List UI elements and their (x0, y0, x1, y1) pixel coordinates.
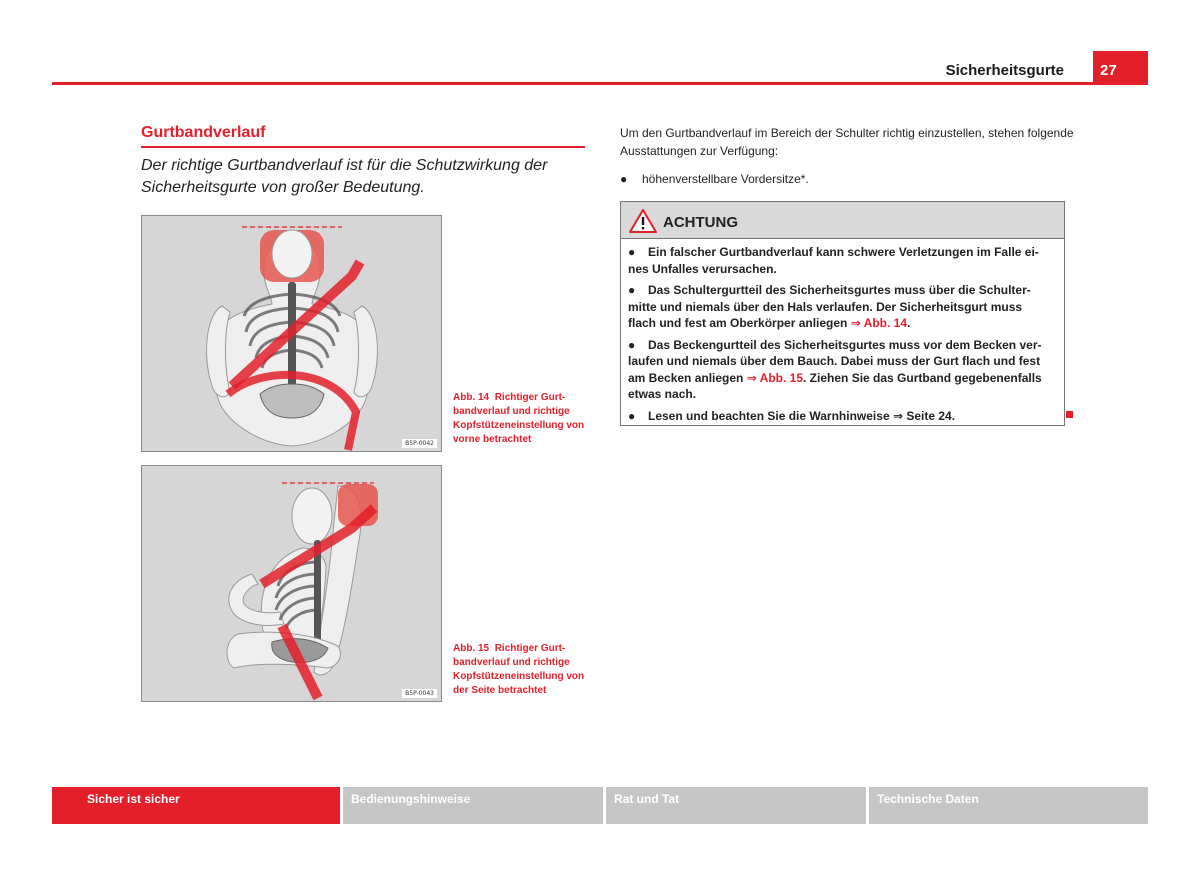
figure-14-caption (453, 391, 588, 447)
warning-item (628, 408, 1053, 425)
bullet-dot: ● (628, 245, 636, 259)
warning-body (628, 244, 1053, 429)
warning-item-text: Ein falscher Gurtbandverlauf kann schwere Verletzungen im Falle eines Unfalles verursachen. (628, 245, 1039, 276)
tab-sicher-ist-sicher[interactable]: Sicher ist sicher (52, 787, 340, 824)
section-end-marker (1066, 411, 1073, 418)
caption-label: Abb. 15 (453, 643, 490, 654)
heading-rule (141, 146, 585, 148)
bullet-text: höhenverstellbare Vordersitze*. (642, 172, 809, 186)
warning-item-tail: . (907, 316, 911, 330)
intro-paragraph: Um den Gurtbandverlauf im Bereich der Schulter richtig einzustellen, stehen folgende Ausstattungen zur Verfügung: (620, 126, 1074, 158)
warning-header (621, 202, 1064, 239)
caption-label: Abb. 14 (453, 392, 490, 403)
warning-triangle-icon (629, 209, 657, 233)
warning-item-text: Das Schultergurtteil des Sicherheitsgurtes muss über die Schultermitte und niemals über den Hals verlaufen. Der Sicherheitsgurt muss flach und fest am Oberkörper anliegen (628, 283, 1031, 330)
warning-box (620, 201, 1065, 426)
equipment-bullet (620, 172, 809, 186)
bullet-dot: ● (628, 337, 636, 352)
bullet-dot: ● (628, 283, 636, 297)
section-title: Sicherheitsgurte (945, 62, 1064, 79)
warning-item-text: Das Beckengurtteil des Sicherheitsgurtes muss vor dem Becken verlaufen und niemals über dem Bauch. Dabei muss der Gurt flach und fest am Becken anliegen (628, 337, 1042, 385)
tab-technische-daten[interactable]: Technische Daten (869, 787, 1148, 824)
caption-text: Richtiger Gurtbandverlauf und richtige Kopfstützeneinstellung von der Seite betrachtet (453, 643, 585, 696)
warning-item-text: Lesen und beachten Sie die Warnhinweise ⇒ Seite 24. (648, 408, 956, 423)
intro-text: Der richtige Gurtbandverlauf ist für die Schutzwirkung der Sicherheitsgurte von großer Bedeutung. (141, 157, 548, 196)
warning-title: ACHTUNG (663, 214, 738, 231)
warning-item-tail: . Ziehen Sie das Gurtband gegebenenfalls etwas nach. (628, 370, 1042, 401)
figure-code: B5P-0042 (402, 439, 437, 448)
warning-item (628, 282, 1053, 332)
warning-item (628, 337, 1053, 403)
front-skeleton-illustration (142, 216, 441, 451)
figure-15-caption (453, 642, 588, 698)
figure-14-front-view (141, 215, 442, 452)
tab-rat-und-tat[interactable]: Rat und Tat (606, 787, 866, 824)
figure-reference-link[interactable]: ⇒ Abb. 14 (850, 316, 908, 330)
header-rule (52, 82, 1148, 85)
page-heading: Gurtbandverlauf (141, 124, 266, 141)
figure-reference-link[interactable]: ⇒ Abb. 15 (746, 370, 804, 385)
tab-bedienungshinweise[interactable]: Bedienungshinweise (343, 787, 603, 824)
figure-code: B5P-0043 (402, 689, 437, 698)
page-number: 27 (1100, 62, 1117, 79)
figure-15-side-view (141, 465, 442, 702)
bullet-dot: ● (620, 172, 628, 186)
bullet-dot: ● (628, 408, 636, 423)
caption-text: Richtiger Gurtbandverlauf und richtige Kopfstützeneinstellung von vorne betrachtet (453, 392, 585, 445)
warning-item (628, 244, 1053, 277)
side-skeleton-illustration (142, 466, 441, 701)
